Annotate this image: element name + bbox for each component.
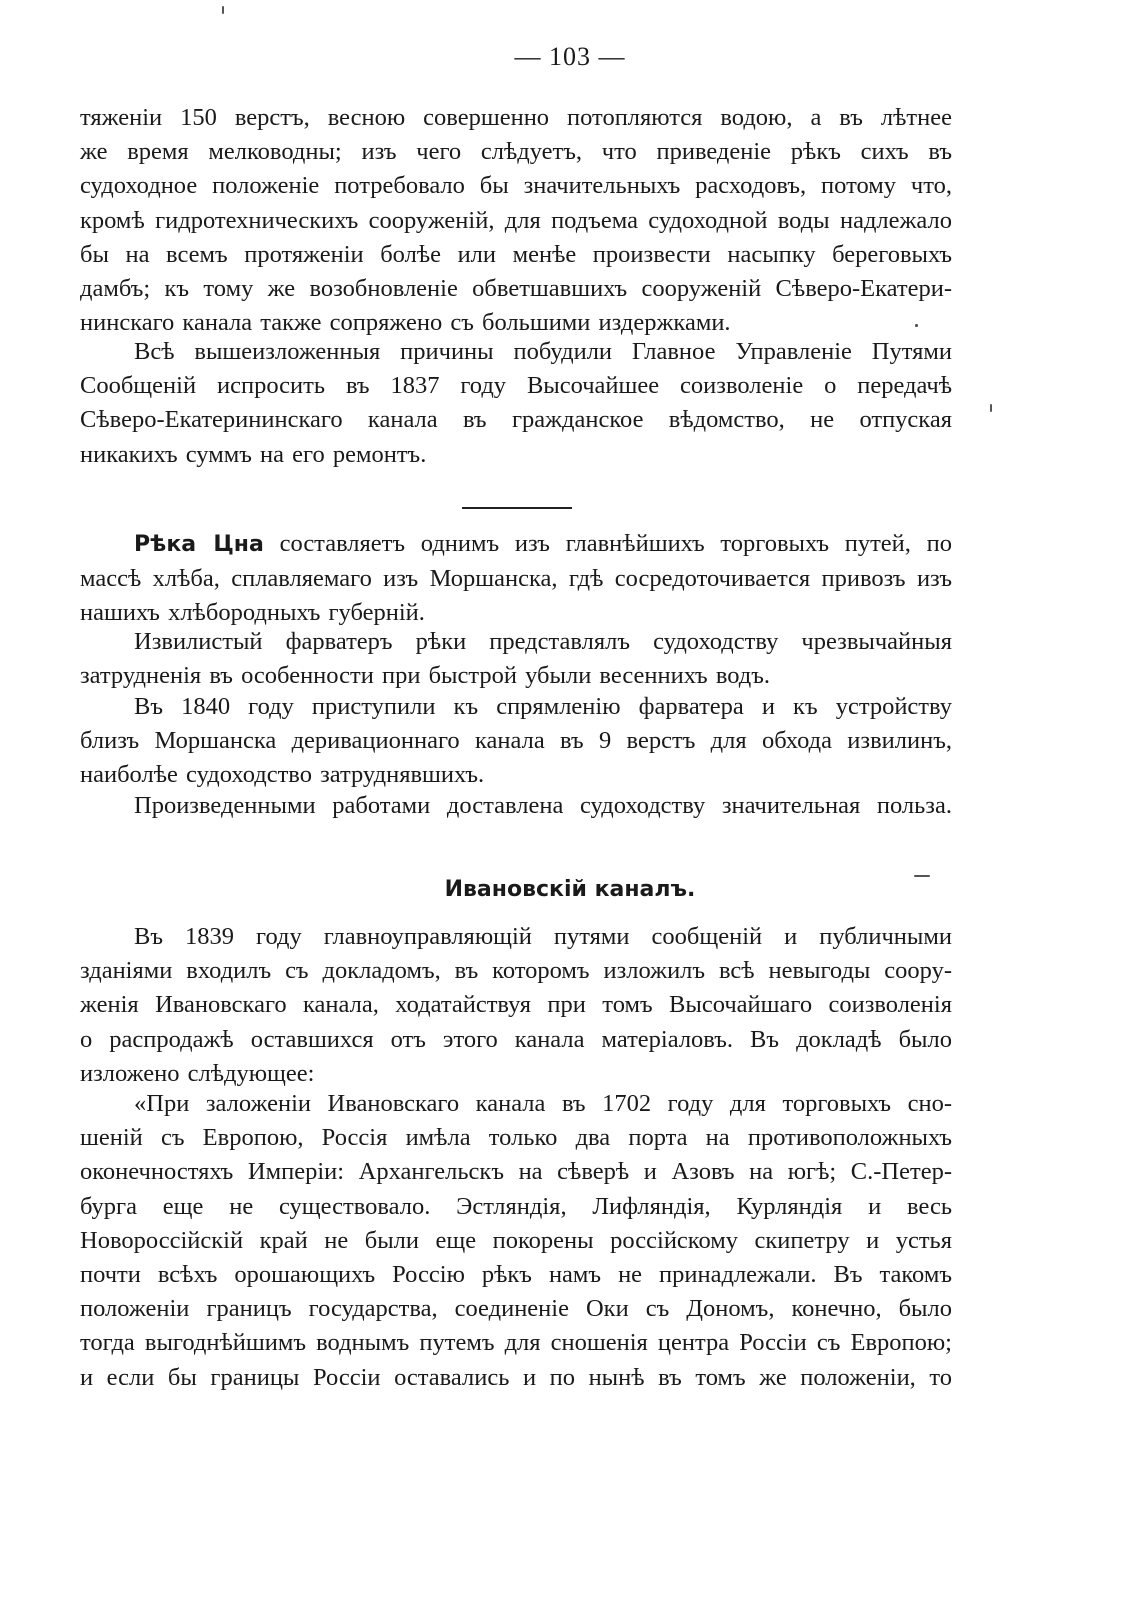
scan-speck (915, 324, 918, 327)
text-line: и если бы границы Россіи оставались и по нынѣ въ томъ же положеніи, то (80, 1363, 952, 1391)
text-line: положеніи границъ государства, соединеніе Оки съ Дономъ, конечно, было (80, 1295, 952, 1323)
text-line: Сѣверо-Екатерининскаго канала въ гражданское вѣдомство, не отпуская (80, 406, 952, 434)
page-number: — 103 — (514, 42, 626, 71)
text-line: Произведенными работами доставлена судоходству значительная польза. (134, 792, 952, 819)
text-line: тогда выгоднѣйшимъ воднымъ путемъ для сношенія центра Россіи съ Европою; (80, 1329, 952, 1357)
scan-speck (914, 875, 930, 877)
scan-speck (222, 6, 224, 14)
text-line: Всѣ вышеизложенныя причины побудили Главное Управленіе Путями (134, 338, 952, 365)
text-line: шеній съ Европою, Россія имѣла только два порта на противоположныхъ (80, 1124, 952, 1152)
text-line: же время мелководны; изъ чего слѣдуетъ, что приведеніе рѣкъ сихъ въ (80, 138, 952, 166)
text-line: тяженіи 150 верстъ, весною совершенно потопляются водою, а въ лѣтнее (80, 104, 952, 131)
text-line: Сообщеній испросить въ 1837 году Высочайшее соизволеніе о передачѣ (80, 372, 952, 400)
ivanovsky-heading: Ивановскій каналъ. (444, 877, 696, 902)
text-line: нашихъ хлѣбородныхъ губерній. (80, 599, 425, 627)
section-separator (462, 507, 572, 509)
paragraph-ivanovsky-report (80, 920, 952, 1091)
paragraph-tsna-result (80, 789, 952, 823)
text-line: нинскаго канала также сопряжено съ большими издержками. (80, 309, 731, 337)
text-line: никакихъ суммъ на его ремонтъ. (80, 440, 427, 468)
text-line: «При заложеніи Ивановскаго канала въ 1702 году для торговыхъ сно- (134, 1090, 952, 1117)
paragraph-transfer (80, 335, 952, 472)
paragraph-tsna-works (80, 690, 952, 793)
paragraph-continuation (80, 101, 952, 340)
text-line: оконечностяхъ Имперіи: Архангельскъ на сѣверѣ и Азовъ на югѣ; С.-Петер- (80, 1158, 952, 1186)
paragraph-ivanovsky-quote (80, 1087, 952, 1395)
text-line: массѣ хлѣба, сплавляемаго изъ Моршанска, гдѣ сосредоточивается привозъ изъ (80, 565, 952, 593)
text-line: почти всѣхъ орошающихъ Россію рѣкъ намъ не принадлежали. Въ такомъ (80, 1261, 952, 1289)
text-fragment: составляетъ однимъ изъ главнѣйшихъ торговыхъ путей, по (279, 530, 953, 557)
text-line: Новороссійскій край не были еще покорены россійскому скипетру и устья (80, 1226, 952, 1254)
text-line: бы на всемъ протяженіи болѣе или менѣе произвести насыпку береговыхъ (80, 240, 952, 268)
text-line: зданіями входилъ съ докладомъ, въ которомъ изложилъ всѣ невыгоды соору- (80, 957, 952, 985)
tsna-heading: Рѣка Цна (134, 532, 264, 557)
text-line: дамбъ; къ тому же возобновленіе обветшавшихъ сооруженій Сѣверо-Екатери- (80, 275, 952, 303)
paragraph-tsna-difficulty (80, 625, 952, 693)
text-line: наиболѣе судоходство затруднявшихъ. (80, 761, 485, 789)
text-line: судоходное положеніе потребовало бы значительныхъ расходовъ, потому что, (80, 172, 952, 200)
text-line: изложено слѣдующее: (80, 1059, 315, 1087)
text-line: близъ Моршанска деривационнаго канала въ 9 верстъ для обхода извилинъ, (80, 727, 952, 755)
text-line: Извилистый фарватеръ рѣки представлялъ судоходству чрезвычайныя (134, 628, 952, 655)
scan-speck (990, 404, 992, 412)
text-line: Въ 1840 году приступили къ спрямленію фарватера и къ устройству (134, 693, 952, 720)
text-line: о распродажѣ оставшихся отъ этого канала матеріаловъ. Въ докладѣ было (80, 1025, 952, 1053)
text-line: бурга еще не существовало. Эстляндія, Лифляндія, Курляндія и весь (80, 1192, 952, 1220)
text-line: затрудненія въ особенности при быстрой убыли весеннихъ водъ. (80, 662, 771, 690)
text-line: Въ 1839 году главноуправляющій путями сообщеній и публичными (134, 923, 952, 950)
paragraph-tsna-intro (80, 527, 952, 631)
text-line (80, 527, 952, 562)
text-line: кромѣ гидротехническихъ сооруженій, для подъема судоходной воды надлежало (80, 206, 952, 234)
text-line: женія Ивановскаго канала, ходатайствуя при томъ Высочайшаго соизволенія (80, 991, 952, 1019)
